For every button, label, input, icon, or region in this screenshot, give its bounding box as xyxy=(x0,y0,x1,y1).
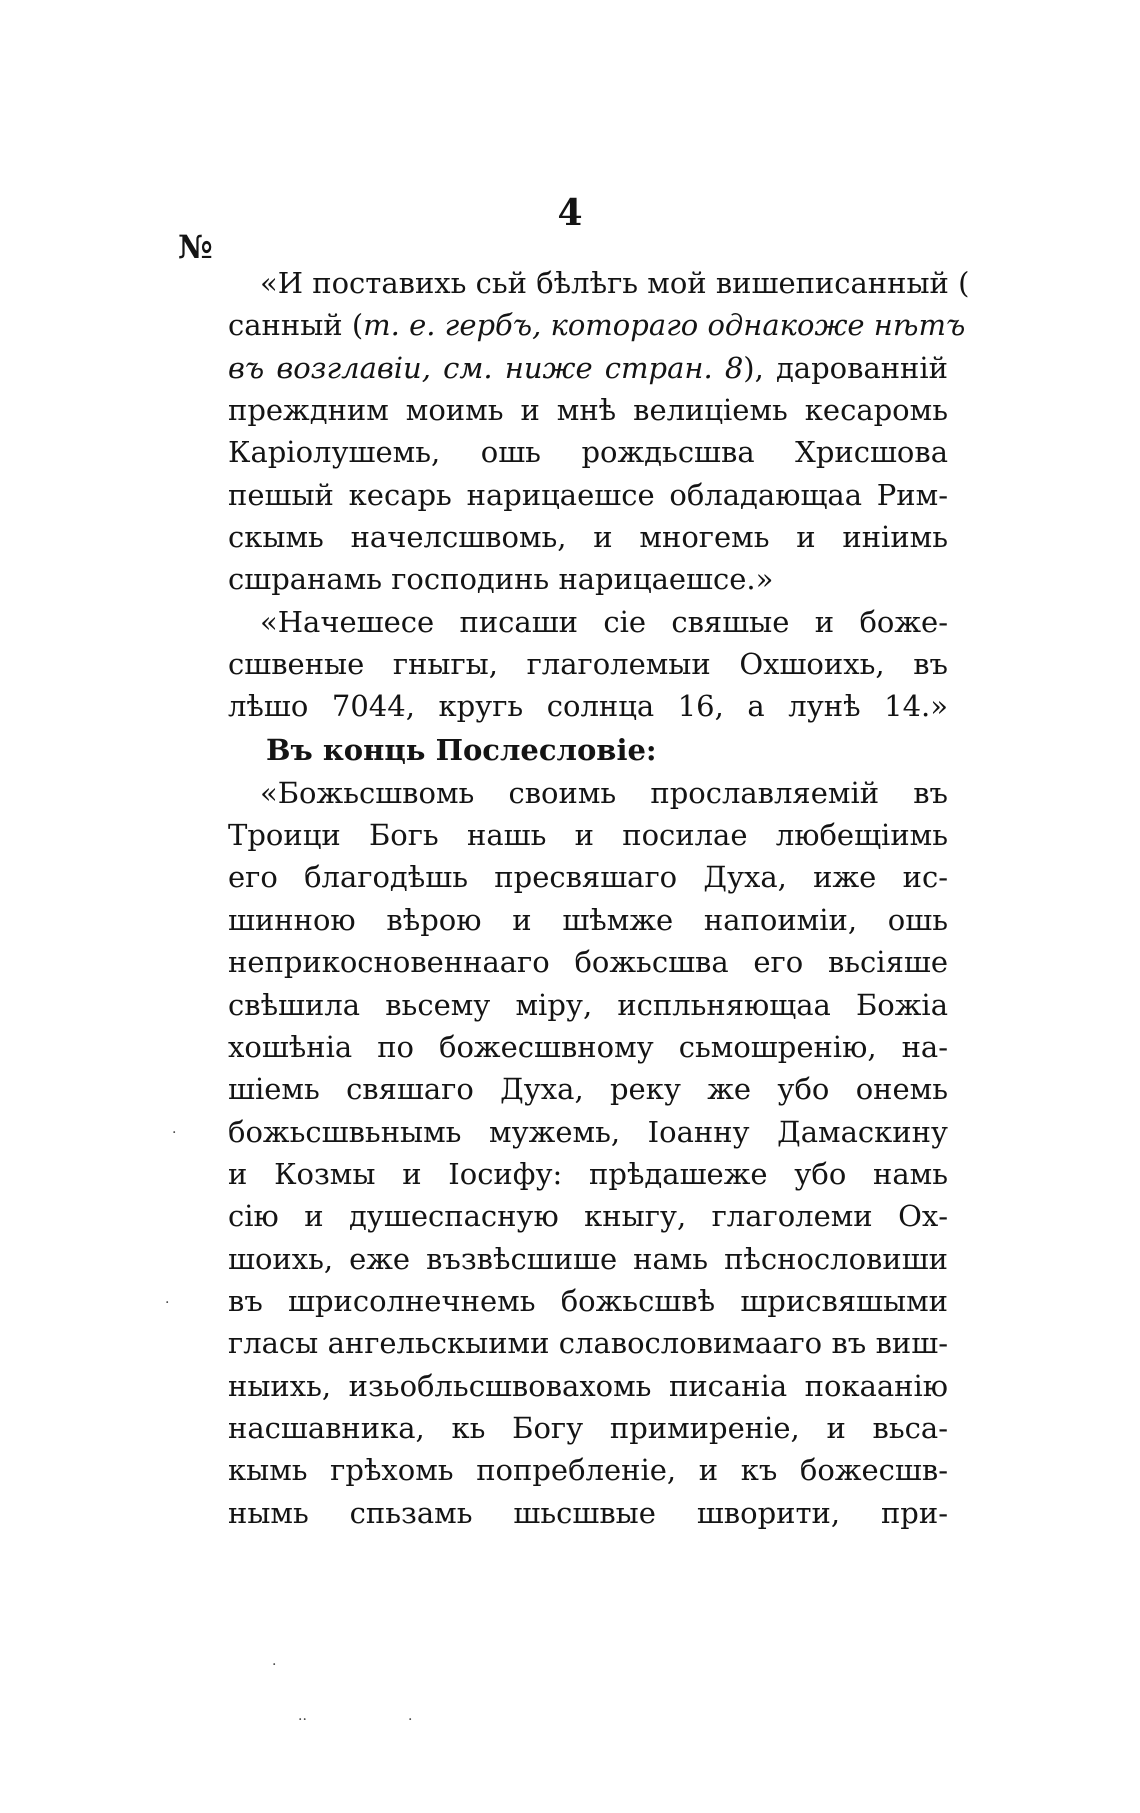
text-line: лѣшо 7044, кругь солнца 16, а лунѣ 14.» xyxy=(228,689,948,724)
text-line: и Козмы и Іосифу: прѣдашеже убо намь xyxy=(228,1156,948,1191)
text-line: ныихь, изьобльсшвовахомь писаніа покаанію xyxy=(228,1368,948,1403)
text-column xyxy=(228,262,970,1534)
text-line: божьсшвьнымь мужемь, Іоанну Дамаскину xyxy=(228,1114,948,1149)
text-line: сію и душеспасную кныгу, глаголеми Ох- xyxy=(228,1199,948,1234)
text-line: нымь спьзамь шьсшвые шворити, при- xyxy=(228,1495,948,1530)
section-heading: Въ конць Послесловіе: xyxy=(266,732,657,767)
text-line: шіемь свяшаго Духа, реку же убо онемь xyxy=(228,1072,948,1107)
text-line: его благодѣшь пресвяшаго Духа, иже ис- xyxy=(228,860,948,895)
text-line: неприкосновеннааго божьсшва его вьсіяше xyxy=(228,945,948,980)
text-line: Каріолушемь, ошь рождьсшва Хрисшова xyxy=(228,435,948,470)
text-line: шинною вѣрою и шѣмже напоиміи, ошь xyxy=(228,902,948,937)
text-line: преждним моимь и мнѣ велиціемь кесаромь xyxy=(228,393,948,428)
text-line: въ возглавіи, см. ниже стран. 8), дарованній xyxy=(228,350,948,385)
paragraph-coat-of-arms xyxy=(228,262,970,601)
text-line: «Божьсшвомь своимь прославляемій въ xyxy=(260,775,948,810)
print-speck: · xyxy=(408,1712,413,1728)
text-line: насшавника, кь Богу примиреніе, и вьса- xyxy=(228,1410,948,1445)
text-line: шоихь, еже възвѣсшише намь пѣснословиши xyxy=(228,1241,948,1276)
text-line: хошѣніа по божесшвному сьмошренію, на- xyxy=(228,1029,948,1064)
text-line: пешый кесарь нарицаешсе обладающаа Рим- xyxy=(228,477,948,512)
paragraph-date xyxy=(228,601,948,728)
page-number: 4 xyxy=(557,192,583,234)
text-line: кымь грѣхомь попребленіе, и къ божесшв- xyxy=(228,1453,948,1488)
text-line: «Начешесе писаши сіе свяшые и боже- xyxy=(260,604,948,639)
editor-note: въ возглавіи, см. ниже стран. 8 xyxy=(228,350,744,385)
print-speck: · xyxy=(172,1125,177,1141)
text-line: «И поставихь сьй бѣлѣгь мой вишеписанный ( xyxy=(260,266,970,300)
text-line: сшвеные гныгы, глаголемыи Охшоихь, въ xyxy=(228,647,948,682)
print-speck: · xyxy=(272,1657,277,1673)
text-line: сшранамь господинь нарицаешсе.» xyxy=(228,562,774,597)
text-line: свѣшила вьсему міру, испльняющаа Божіа xyxy=(228,987,948,1022)
text-line: санный (т. е. гербъ, котораго однакоже нѣтъ xyxy=(228,308,966,343)
text-line: гласы ангельскыими славословимааго въ виш- xyxy=(228,1326,948,1361)
editor-note: т. е. гербъ, котораго однакоже нѣтъ xyxy=(363,308,966,343)
signature-mark: № xyxy=(178,228,213,266)
text-line: скымь начелсшвомь, и многемь и иніимь xyxy=(228,520,948,555)
print-speck: ·· xyxy=(298,1712,307,1728)
text-line: Троици Богь нашь и посилае любещіимь xyxy=(228,818,948,853)
paragraph-afterword xyxy=(228,772,948,1534)
text-line: въ шрисолнечнемь божьсшвѣ шрисвяшыми xyxy=(228,1283,948,1318)
print-speck: · xyxy=(165,1295,170,1311)
